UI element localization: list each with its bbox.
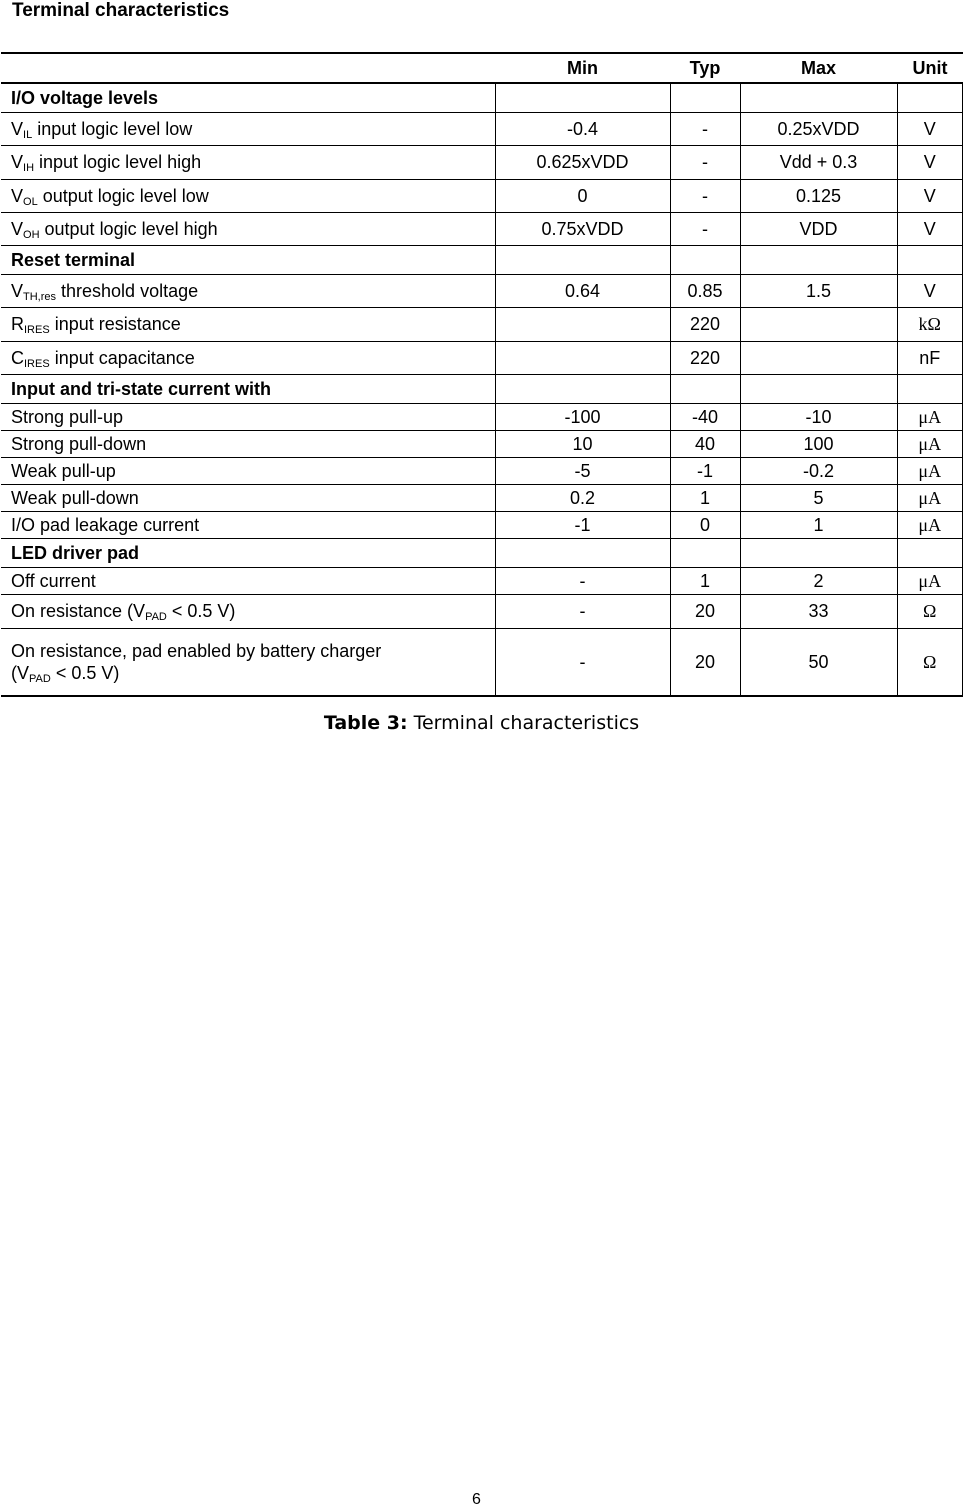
header-typ: Typ [670, 53, 740, 83]
typ-cell: 40 [670, 431, 740, 458]
typ-cell: - [670, 213, 740, 246]
group-title: Input and tri-state current with [1, 375, 495, 404]
group-title: LED driver pad [1, 539, 495, 568]
unit-cell: Ω [897, 595, 963, 629]
group-row-io-voltage-levels [1, 83, 963, 113]
unit-cell: nF [897, 342, 963, 375]
min-cell [495, 342, 670, 375]
max-cell: -10 [740, 404, 897, 431]
table-caption [0, 712, 963, 734]
typ-cell: 1 [670, 568, 740, 595]
caption-text: Terminal characteristics [407, 712, 640, 734]
table-row [1, 113, 963, 146]
table-row [1, 485, 963, 512]
max-cell [740, 308, 897, 342]
typ-cell: 20 [670, 595, 740, 629]
param-cell: $R_{IRES}$ input resistance [1, 308, 495, 342]
param-cell: $V_{IL}$ input logic level low [1, 113, 495, 146]
header-parameter [1, 53, 495, 83]
unit-cell: μA [897, 568, 963, 595]
max-cell: 100 [740, 431, 897, 458]
typ-cell: 220 [670, 308, 740, 342]
table-row [1, 342, 963, 375]
table-row [1, 404, 963, 431]
group-row-reset-terminal [1, 246, 963, 275]
unit-cell: V [897, 113, 963, 146]
param-cell: Weak pull-down [1, 485, 495, 512]
table-row [1, 595, 963, 629]
max-cell: 5 [740, 485, 897, 512]
typ-cell: - [670, 113, 740, 146]
max-cell: -0.2 [740, 458, 897, 485]
max-cell: 33 [740, 595, 897, 629]
min-cell: 0.64 [495, 275, 670, 308]
table-row [1, 431, 963, 458]
table-row [1, 146, 963, 180]
group-title: Reset terminal [1, 246, 495, 275]
typ-cell: 220 [670, 342, 740, 375]
group-row-led-driver-pad [1, 539, 963, 568]
typ-cell: -1 [670, 458, 740, 485]
min-cell: -5 [495, 458, 670, 485]
min-cell: 0.625xVDD [495, 146, 670, 180]
section-title: Terminal characteristics [12, 0, 230, 21]
group-row-input-current [1, 375, 963, 404]
unit-cell: V [897, 213, 963, 246]
min-cell: 0.2 [495, 485, 670, 512]
min-cell: - [495, 568, 670, 595]
param-cell: $C_{IRES}$ input capacitance [1, 342, 495, 375]
param-cell: On resistance ($V_{PAD} < 0.5$ V) [1, 595, 495, 629]
typ-cell: - [670, 146, 740, 180]
header-min: Min [495, 53, 670, 83]
param-cell: Strong pull-down [1, 431, 495, 458]
typ-cell: 20 [670, 629, 740, 697]
header-unit: Unit [897, 53, 963, 83]
min-cell: 0.75xVDD [495, 213, 670, 246]
unit-cell: μA [897, 404, 963, 431]
unit-cell: kΩ [897, 308, 963, 342]
param-cell: Weak pull-up [1, 458, 495, 485]
max-cell: 1 [740, 512, 897, 539]
min-cell: -0.4 [495, 113, 670, 146]
terminal-characteristics-table [1, 52, 963, 697]
min-cell: - [495, 629, 670, 697]
table-row [1, 568, 963, 595]
min-cell: -100 [495, 404, 670, 431]
param-cell: $V_{IH}$ input logic level high [1, 146, 495, 180]
unit-cell: V [897, 275, 963, 308]
unit-cell: V [897, 180, 963, 213]
typ-cell: 1 [670, 485, 740, 512]
param-cell: $V_{OH}$ output logic level high [1, 213, 495, 246]
typ-cell: -40 [670, 404, 740, 431]
typ-cell: 0 [670, 512, 740, 539]
min-cell: 10 [495, 431, 670, 458]
table-row [1, 512, 963, 539]
max-cell: Vdd + 0.3 [740, 146, 897, 180]
unit-cell: μA [897, 458, 963, 485]
unit-cell: V [897, 146, 963, 180]
max-cell: 0.25xVDD [740, 113, 897, 146]
header-max: Max [740, 53, 897, 83]
page-number: 6 [472, 1491, 481, 1508]
param-cell: $V_{TH,res}$ threshold voltage [1, 275, 495, 308]
table-row [1, 213, 963, 246]
typ-cell: - [670, 180, 740, 213]
table-row [1, 180, 963, 213]
unit-cell: μA [897, 431, 963, 458]
group-title: I/O voltage levels [1, 83, 495, 113]
unit-cell: Ω [897, 629, 963, 697]
min-cell [495, 308, 670, 342]
max-cell: 0.125 [740, 180, 897, 213]
param-cell: $V_{OL}$ output logic level low [1, 180, 495, 213]
table-row [1, 629, 963, 697]
param-cell: I/O pad leakage current [1, 512, 495, 539]
unit-cell: μA [897, 485, 963, 512]
table-header-row [1, 53, 963, 83]
table-row [1, 308, 963, 342]
max-cell: 2 [740, 568, 897, 595]
max-cell: VDD [740, 213, 897, 246]
max-cell: 1.5 [740, 275, 897, 308]
max-cell: 50 [740, 629, 897, 697]
min-cell: 0 [495, 180, 670, 213]
table-row [1, 458, 963, 485]
caption-label: Table 3: [323, 712, 408, 734]
table-row [1, 275, 963, 308]
min-cell: - [495, 595, 670, 629]
unit-cell: μA [897, 512, 963, 539]
param-cell: Off current [1, 568, 495, 595]
typ-cell: 0.85 [670, 275, 740, 308]
param-cell: On resistance, pad enabled by battery charger ($V_{PAD} < 0.5$ V) [1, 629, 495, 697]
max-cell [740, 342, 897, 375]
min-cell: -1 [495, 512, 670, 539]
param-cell: Strong pull-up [1, 404, 495, 431]
